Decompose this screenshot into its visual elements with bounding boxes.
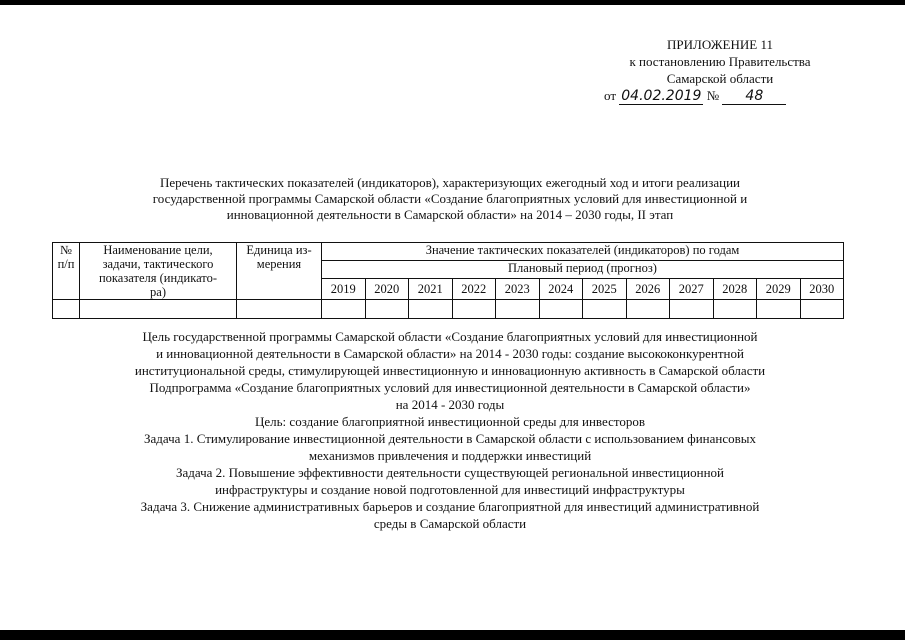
empty-cell <box>626 300 670 319</box>
appendix-decree-ref: к постановлению Правительства <box>629 54 811 69</box>
empty-cell <box>583 300 627 319</box>
table-spacer-row <box>53 300 844 319</box>
appendix-date-number <box>600 87 840 105</box>
empty-cell <box>452 300 496 319</box>
empty-cell <box>539 300 583 319</box>
task-line: Задача 1. Стимулирование инвестиционной деятельности в Самарской области с использованием финансовых <box>144 431 756 446</box>
year-cell: 2020 <box>365 278 409 299</box>
table-header-row <box>53 243 844 261</box>
header-text: мерения <box>256 257 302 271</box>
number-prefix: № <box>706 88 720 103</box>
date-prefix: от <box>604 88 617 103</box>
year-cell: 2019 <box>322 278 366 299</box>
subprogram-line: Подпрограмма «Создание благоприятных условий для инвестиционной деятельности в Самарской области» <box>149 380 751 395</box>
subprogram-line: на 2014 - 2030 годы <box>395 397 505 412</box>
year-cell: 2025 <box>583 278 627 299</box>
empty-cell <box>53 300 80 319</box>
year-cell: 2023 <box>496 278 540 299</box>
empty-cell <box>237 300 322 319</box>
handwritten-number: 48 <box>722 89 786 105</box>
year-cell: 2029 <box>757 278 801 299</box>
title-line: инновационной деятельности в Самарской области» на 2014 – 2030 годы, II этап <box>226 207 674 222</box>
year-cell: 2030 <box>800 278 844 299</box>
empty-cell <box>80 300 237 319</box>
task-line: механизмов привлечения и поддержки инвестиций <box>308 448 592 463</box>
values-header-cell: Значение тактических показателей (индикаторов) по годам <box>322 243 844 261</box>
empty-cell <box>409 300 453 319</box>
task-line: среды в Самарской области <box>373 516 527 531</box>
header-text: задачи, тактического <box>102 257 214 271</box>
year-cell: 2027 <box>670 278 714 299</box>
scan-border-bottom <box>0 630 905 640</box>
appendix-region: Самарской области <box>666 71 774 86</box>
appendix-title: ПРИЛОЖЕНИЕ 11 <box>667 37 773 52</box>
program-goal-line: Цель государственной программы Самарской области «Создание благоприятных условий для инвестиционной <box>142 329 758 344</box>
document-title <box>90 175 810 223</box>
empty-cell <box>322 300 366 319</box>
program-goal-line: и инновационной деятельности в Самарской области» на 2014 - 2030 годы: создание высококонкурентной <box>156 346 744 361</box>
period-header-cell: Плановый период (прогноз) <box>322 260 844 278</box>
program-goal-line: институциональной среды, стимулирующей инвестиционную и инновационную активность в Самарской области <box>134 363 766 378</box>
title-line: государственной программы Самарской области «Создание благоприятных условий для инвестиционной и <box>152 191 748 206</box>
header-text: ра) <box>150 285 166 299</box>
header-text: Наименование цели, <box>103 243 213 257</box>
empty-cell <box>713 300 757 319</box>
year-cell: 2021 <box>409 278 453 299</box>
handwritten-date: 04.02.2019 <box>621 88 702 104</box>
header-text: показателя (индикато- <box>98 271 218 285</box>
empty-cell <box>757 300 801 319</box>
header-text: Единица из- <box>246 243 312 257</box>
appendix-header <box>600 36 840 105</box>
header-text: № <box>60 243 72 257</box>
header-unit-cell <box>237 243 322 300</box>
scan-border-top <box>0 0 905 5</box>
title-line: Перечень тактических показателей (индикаторов), характеризующих ежегодный ход и итоги реализации <box>160 175 740 190</box>
empty-cell <box>496 300 540 319</box>
empty-cell <box>365 300 409 319</box>
task-line: Задача 2. Повышение эффективности деятельности существующей региональной инвестиционной <box>175 465 725 480</box>
header-name-cell <box>80 243 237 300</box>
empty-cell <box>800 300 844 319</box>
year-cell: 2024 <box>539 278 583 299</box>
task-line: Задача 3. Снижение административных барьеров и создание благоприятной для инвестиций административной <box>140 499 760 514</box>
year-cell: 2022 <box>452 278 496 299</box>
task-line: инфраструктуры и создание новой подготовленной для инвестиций инфраструктуры <box>215 482 685 497</box>
indicators-table <box>52 242 844 319</box>
goal-line: Цель: создание благоприятной инвестиционной среды для инвесторов <box>254 414 646 429</box>
header-number-cell <box>53 243 80 300</box>
year-cell: 2026 <box>626 278 670 299</box>
year-cell: 2028 <box>713 278 757 299</box>
goals-and-tasks <box>60 328 840 532</box>
header-text: п/п <box>57 257 75 271</box>
empty-cell <box>670 300 714 319</box>
